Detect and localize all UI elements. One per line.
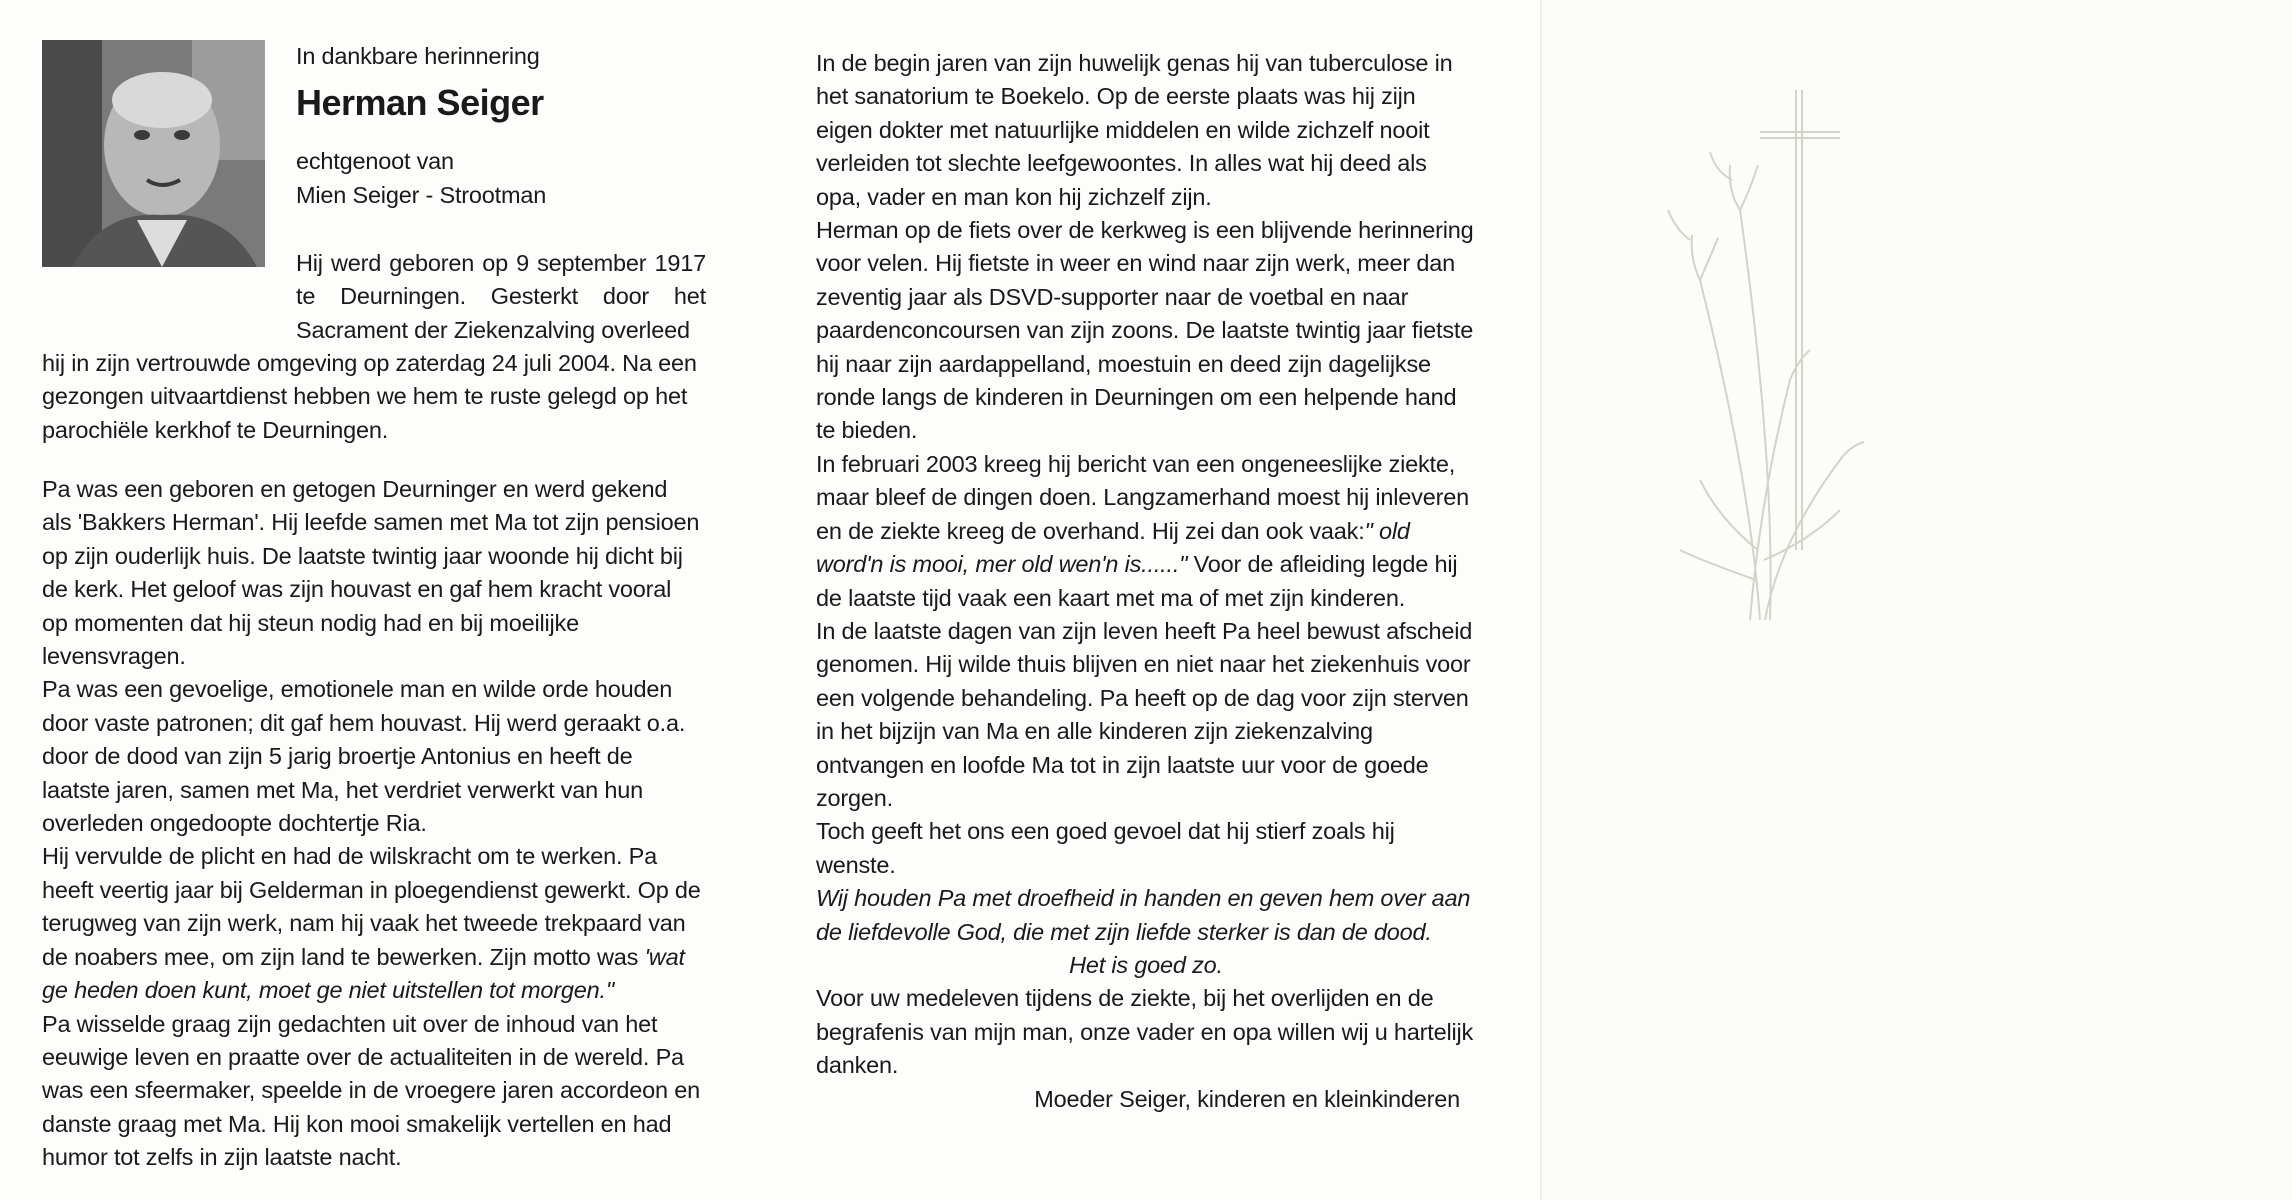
saying-quote: " old word'n is mooi, mer old wen'n is......" [816,517,1410,578]
closing-phrase: Het is goed zo. [1069,951,1223,978]
signature: Moeder Seiger, kinderen en kleinkinderen [1034,1085,1460,1112]
left-paragraph-2: Pa was een gevoelige, emotionele man en wilde orde houden door vaste patronen; dit gaf hem houvast. Hij werd geraakt o.a. door de dood van zijn 5 jarig broertje Antonius en heeft de laatste jaren, samen met Ma, het verdriet verwerkt van hun overleden ongedoopte dochtertje Ria. [42,676,686,837]
portrait-photo [42,40,265,267]
middle-paragraph-4: In de laatste dagen van zijn leven heeft Pa heel bewust afscheid genomen. Hij wilde thuis blijven en niet naar het ziekenhuis voor een volgende behandeling. Pa heeft op de dag voor zijn sterven in het bijzijn van Ma en alle kinderen zijn ziekenzalving ontvangen en loofde Ma tot in zijn laatste uur voor de goede zorgen. [816,617,1473,811]
spouse-name: Mien Seiger - Strootman [296,181,547,208]
cross-with-wheat-icon [1640,80,1880,640]
left-paragraph-1: Pa was een geboren en getogen Deurninger en werd gekend als 'Bakkers Herman'. Hij leefde samen met Ma tot zijn pensioen op zijn ouderlijk huis. De laatste twintig jaar woonde hij dicht bij de kerk. Het geloof was zijn houvast en gaf hem kracht vooral op momenten dat hij steun nodig had en bij moeilijke levensvragen. [42,476,700,670]
intro-text: In dankbare herinnering [296,43,540,69]
left-body [42,473,702,1175]
left-paragraph-4: Pa wisselde graag zijn gedachten uit over de inhoud van het eeuwige leven en praatte over de actualiteiten in de wereld. Pa was een sfeermaker, speelde in de vroegere jaren accordeon en danste graag met Ma. Hij kon mooi smakelijk vertellen en had humor tot zelfs in zijn laatste nacht. [42,1010,700,1171]
death-text: hij in zijn vertrouwde omgeving op zaterdag 24 juli 2004. Na een gezongen uitvaartdienst hebben we hem te ruste gelegd op het parochiële kerkhof te Deurningen. [42,350,697,443]
middle-paragraph-1: In de begin jaren van zijn huwelijk genas hij van tuberculose in het sanatorium te Boekelo. Op de eerste plaats was hij zijn eigen dokter met natuurlijke middelen en wilde zichzelf nooit verleiden tot slechte leefgewoontes. In alles wat hij deed als opa, vader en man kon hij zichzelf zijn. [816,50,1453,210]
closing-italic-text: Wij houden Pa met droefheid in handen en geven hem over aan de liefdevolle God, die met zijn liefde sterker is dan de dood. [816,885,1471,945]
middle-paragraph-3-text: In februari 2003 kreeg hij bericht van een ongeneeslijke ziekte, maar bleef de dingen doen. Langzamerhand moest hij inleveren en de ziekte kreeg de overhand. Hij zei dan ook vaak: [816,450,1469,544]
motto-quote: 'wat ge heden doen kunt, moet ge niet uitstellen tot morgen." [42,943,685,1004]
left-paragraph-3 [42,840,702,1007]
thanks-text: Voor uw medeleven tijdens de ziekte, bij het overlijden en de begrafenis van mijn man, onze vader en opa willen wij u hartelijk danken. [816,985,1474,1079]
birth-text: Hij werd geboren op 9 september 1917 te Deurningen. Gesterkt door het Sacrament der Ziekenzalving overleed [296,250,706,343]
middle-paragraph-3 [816,448,1476,615]
middle-column [816,47,1476,1116]
header-block [296,40,716,212]
deceased-name: Herman Seiger [296,82,544,124]
portrait-icon [42,40,265,267]
middle-paragraph-3-end: Voor de afleiding legde hij de laatste tijd vaak een kaart met ma of met zijn kinderen. [816,551,1458,611]
spouse-role: echtgenoot van [296,148,454,175]
fold-divider [1540,0,1542,1200]
left-paragraph-3-text: Hij vervulde de plicht en had de wilskracht om te werken. Pa heeft veertig jaar bij Gelderman in ploegendienst gewerkt. Op de terugweg van zijn werk, nam hij vaak het tweede trekpaard van de noabers mee, om zijn land te bewerken. Zijn motto was [42,843,701,970]
middle-paragraph-5: Toch geeft het ons een goed gevoel dat hij stierf zoals hij wenste. [816,818,1395,878]
middle-paragraph-2: Herman op de fiets over de kerkweg is een blijvende herinnering voor velen. Hij fietste in weer en wind naar zijn werk, meer dan zeventig jaar als DSVD-supporter naar de voetbal en naar paardenconcoursen van zijn zoons. De laatste twintig jaar fietste hij naar zijn aardappelland, moestuin en deed zijn dagelijkse ronde langs de kinderen in Deurningen om een helpende hand te bieden. [816,217,1474,444]
